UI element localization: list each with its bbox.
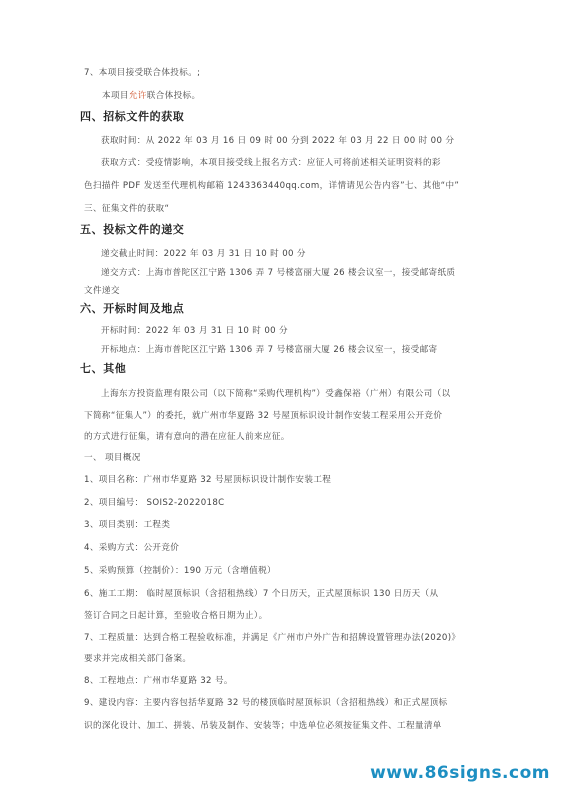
paragraph-line: 4、采购方式：公开竞价 (84, 543, 180, 553)
text-run: 联合体投标。 (146, 91, 201, 101)
paragraph-line: 7、工程质量：达到合格工程验收标准，并满足《广州市户外广告和招牌设置管理办法(2020)》 (84, 633, 461, 643)
paragraph-line: 递交截止时间：2022 年 03 月 31 日 10 时 00 分 (101, 249, 306, 259)
paragraph-line: 1、项目名称：广州市华夏路 32 号屋顶标识设计制作安装工程 (84, 475, 332, 485)
paragraph-line: 获取方式：受疫情影响，本项目接受线上报名方式：应征人可将前述相关证明资料的彩 (101, 158, 441, 168)
site-watermark: www.86signs.com (370, 763, 550, 783)
paragraph-line: 开标时间：2022 年 03 月 31 日 10 时 00 分 (101, 326, 288, 336)
paragraph-line: 三、征集文件的获取“ (84, 204, 170, 214)
highlighted-text: 允许 (128, 91, 147, 101)
paragraph-line: 的方式进行征集，请有意向的潜在应征人前来应征。 (84, 432, 290, 442)
paragraph-line: 签订合同之日起计算，至验收合格日期为止）。 (84, 611, 268, 621)
paragraph-line: 一、 项目概况 (84, 453, 141, 463)
paragraph-line: 6、施工工期： 临时屋顶标识（含招租热线）7 个日历天，正式屋顶标识 130 日历天（从 (84, 589, 439, 599)
paragraph-line: 识的深化设计、加工、拼装、吊装及制作、安装等；中选单位必须按征集文件、工程量清单 (84, 721, 442, 731)
paragraph-line: 下简称“征集人”）的委托，就广州市华夏路 32 号屋顶标识设计制作安装工程采用公开竞价 (84, 411, 443, 421)
paragraph-line: 获取时间：从 2022 年 03 月 16 日 09 时 00 分到 2022 年 03 月 22 日 00 时 00 分 (101, 136, 455, 146)
paragraph-line: 色扫描件 PDF 发送至代理机构邮箱 1243363440qq.com，详情请见公告内容”七、其他“中” (84, 181, 460, 191)
section-heading: 五、投标文件的递交 (80, 223, 185, 236)
paragraph-line: 8、工程地点：广州市华夏路 32 号。 (84, 676, 233, 686)
paragraph-line: 递交方式：上海市普陀区江宁路 1306 弄 7 号楼富丽大厦 26 楼会议室一，接受邮寄纸质 (101, 268, 456, 278)
paragraph-line: 2、项目编号： SOIS2-2022018C (84, 498, 225, 508)
text-run: 本项目 (102, 91, 129, 101)
paragraph-line: 上海东方投资监理有限公司（以下简称“采购代理机构”）受鑫保裕（广州）有限公司（以 (101, 389, 451, 399)
paragraph-line: 5、采购预算（控制价）：190 万元（含增值税） (84, 566, 276, 576)
paragraph-line (102, 90, 200, 102)
section-heading: 七、其他 (80, 362, 127, 375)
paragraph-line: 9、建设内容：主要内容包括华夏路 32 号的楼顶临时屋顶标识（含招租热线）和正式屋顶标 (84, 698, 448, 708)
paragraph-line: 开标地点：上海市普陀区江宁路 1306 弄 7 号楼富丽大厦 26 楼会议室一，接受邮寄 (101, 345, 438, 355)
section-heading: 四、招标文件的获取 (80, 110, 185, 123)
paragraph-line: 3、项目类别：工程类 (84, 520, 171, 530)
paragraph-line: 7、本项目接受联合体投标。; (84, 68, 201, 78)
section-heading: 六、开标时间及地点 (80, 302, 185, 315)
paragraph-line: 文件递交 (84, 286, 120, 296)
paragraph-line: 要求并完成相关部门备案。 (84, 654, 192, 664)
